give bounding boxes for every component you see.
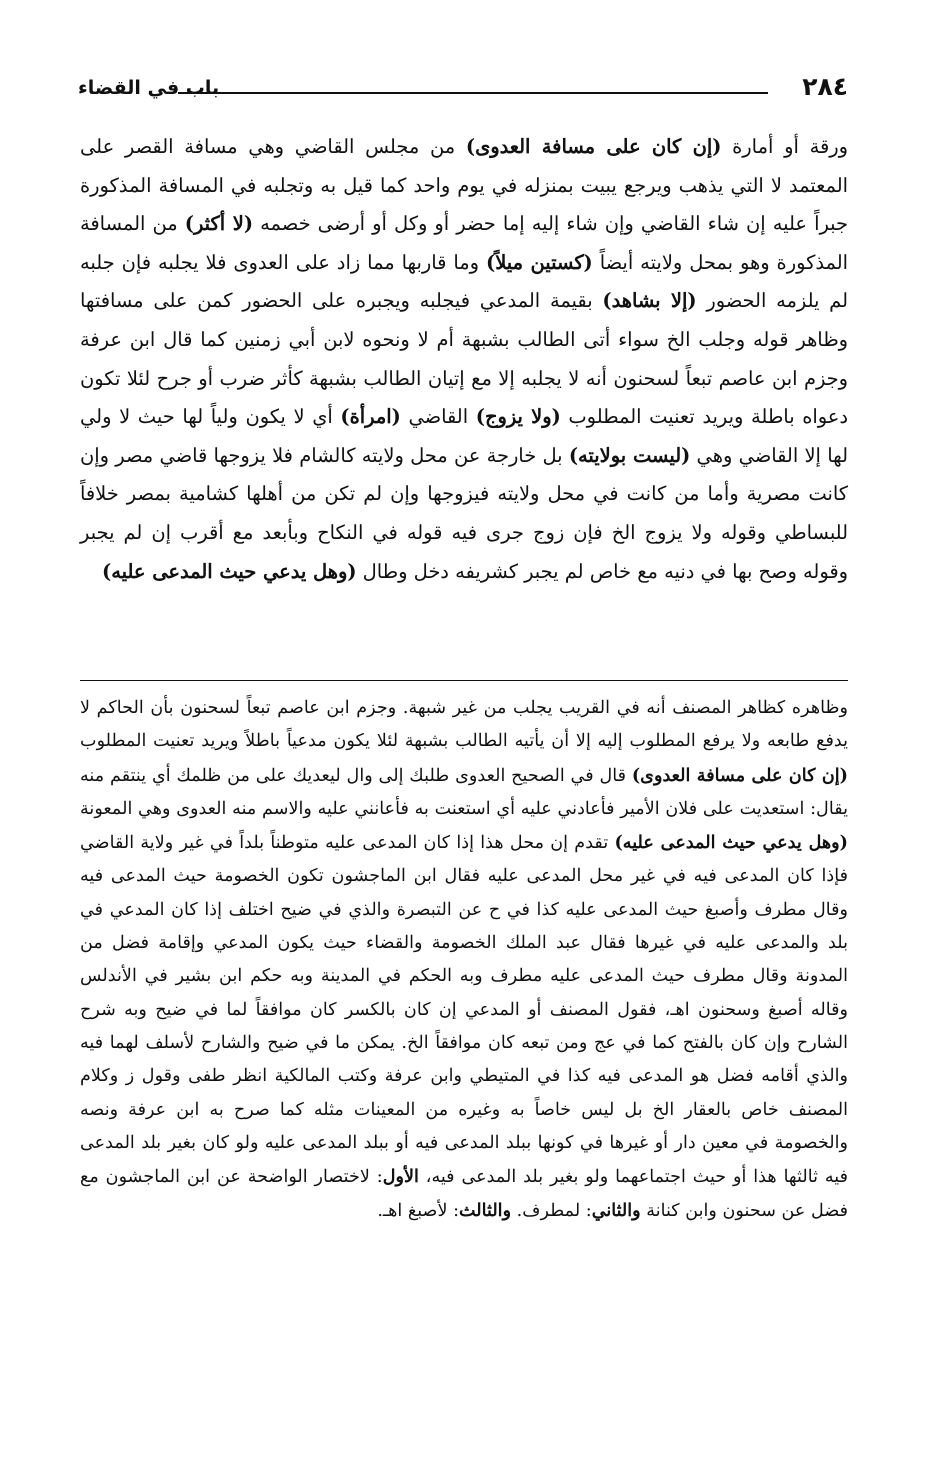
- bold-matn: (وهل يدعي حيث المدعى عليه): [102, 559, 357, 583]
- bold-matn: (وهل يدعي حيث المدعى عليه): [614, 832, 848, 854]
- text-run: قال في الصحيح العدوى طلبك إلى وال ليعديك على من ظلمك أي ينتقم منه يقال: استعديت على فلان الأمير فأعادني عليه أي استعنت به فأعانني عليه والاسم منه العدوى وهي المعونة: [80, 765, 848, 819]
- bold-matn: (امرأة): [340, 405, 401, 429]
- bold-label: الأول: [382, 1166, 419, 1188]
- text-run: وما قاربها مما زاد على العدوى فلا يجلبه فإن جلبه لم يلزمه الحضور: [80, 250, 848, 313]
- bold-matn: (إن كان على مسافة العدوى): [465, 135, 722, 158]
- footnote-rule: [80, 680, 848, 681]
- text-run: بل خارجة عن محل ولايته كالشام فلا يزوجها قاضي مصر وإن كانت مصرية وأما من كانت في محل ولايته فيزوجها وإن لم تكن من أهلها كشامية بمصر خلافاً للبساطي وقوله ولا يزوج الخ فإن زوج جرى فيه قوله في النكاح وبأبعد مع أقرب إن لم يجبر وقوله وصح بها في دنيه مع خاص لم يجبر كشريفه دخل وطال: [80, 443, 848, 583]
- text-run: من مجلس القاضي وهي مسافة القصر على المعتمد لا التي يذهب ويرجع يبيت بمنزله في يوم واحد كما قيل به وتجلبه في المسافة المذكورة جبراً عليه إن شاء القاضي وإن شاء إليه إما حضر أو وكل أو أرضى خصمه: [80, 135, 849, 236]
- bold-label: والثاني: [591, 1200, 641, 1222]
- text-run: : لمطرف.: [511, 1201, 592, 1222]
- bold-matn: (ولا يزوج): [475, 405, 561, 429]
- bold-matn: (كستين ميلاً): [486, 250, 593, 274]
- text-run: تقدم إن محل هذا إذا كان المدعى عليه متوطناً بلداً في غير ولاية القاضي فإذا كان المدعى فيه في غير محل المدعى عليه فقال ابن الماجشون تكون الخصومة حيث المدعى فيه وقال مطرف وأصبغ حيث المدعى عليه كذا في ح عن التبصرة والذي في ضيح اختلف إذا كان المدعي في بلد والمدعى عليه في غيرها فقال عبد الملك الخصومة والقضاء حيث يكون المدعي وإقامة فضل من المدونة وقال مطرف حيث المدعى عليه مطرف وبه الحكم في المدينة وبه حكم ابن بشير في الأندلس وقاله أصبغ وسحنون اهـ، فقول المصنف أو المدعي إن كان بالكسر كان موافقاً لما في ضيح وبه شرح الشارح وإن كان بالفتح كما في عج ومن تبعه كان موافقاً الخ. يمكن ما في ضيح والشارح لأسلف لهما فيه والذي أقامه فضل هو المدعى فيه كذا في المتيطي وابن عرفة وكتب المالكية انظر طفى وقول ز وكلام المصنف خاص بالعقار الخ بل ليس خاصاً به وغيره من المعينات مثله كما صرح به ابن عرفة ونصه والخصومة في معين دار أو غيرها في كونها ببلد المدعى فيه أو ببلد المدعى عليه ولو كان بغير بلد المدعى فيه ثالثها هذا أو حيث اجتماعهما ولو بغير بلد المدعى فيه،: [80, 833, 848, 1188]
- page-number: ٢٨٤: [802, 72, 848, 101]
- header-rule: [178, 92, 768, 94]
- main-text: [80, 128, 848, 591]
- text-run: وظاهره كظاهر المصنف أنه في القريب يجلب من غير شبهة. وجزم ابن عاصم تبعاً لسحنون بأن الحاكم لا يدفع طابعه ولا يرفع المطلوب إليه إلا أن يأتيه الطالب بشبهة لئلا يكون مدعياً باطلاً ويريد تعنيت المطلوب: [80, 698, 848, 752]
- text-run: من المسافة المذكورة وهو بمحل ولايته أيضاً: [80, 212, 849, 274]
- bold-matn: (ليست بولايته): [568, 443, 691, 467]
- footnote-paragraph: [80, 692, 848, 1229]
- text-run: : لأصبغ اهـ.: [377, 1201, 460, 1222]
- footnote-text: [80, 692, 848, 1229]
- chapter-title: باب في القضاء: [78, 77, 220, 99]
- text-run: : لاختصار الواضحة عن ابن الماجشون مع فضل عن سحنون وابن كنانة: [80, 1167, 848, 1222]
- bold-matn: (لا أكثر): [184, 212, 254, 236]
- bold-label: والثالث: [459, 1200, 512, 1222]
- main-paragraph: [80, 128, 848, 591]
- text-run: بقيمة المدعي فيجلبه ويجبره على الحضور كمن على مسافتها وظاهر قوله وجلب الخ سواء أتى الطالب بشبهة أم لا ونحوه لابن أبي زمنين كما قال ابن عرفة وجزم ابن عاصم تبعاً لسحنون أنه لا يجلبه إلا مع إتيان الطالب بشبهة كأثر ضرب أو جرح لئلا تكون دعواه باطلة ويريد تعنيت المطلوب: [80, 289, 849, 429]
- text-run: القاضي: [400, 405, 476, 429]
- text-run: أي لا يكون ولياً لها حيث لا ولي لها إلا القاضي وهي: [80, 405, 848, 467]
- page-header: [78, 70, 848, 110]
- bold-matn: (إن كان على مسافة العدوى): [631, 764, 848, 786]
- text-run: ورقة أو أمارة: [721, 135, 848, 158]
- bold-matn: (إلا بشاهد): [602, 289, 697, 313]
